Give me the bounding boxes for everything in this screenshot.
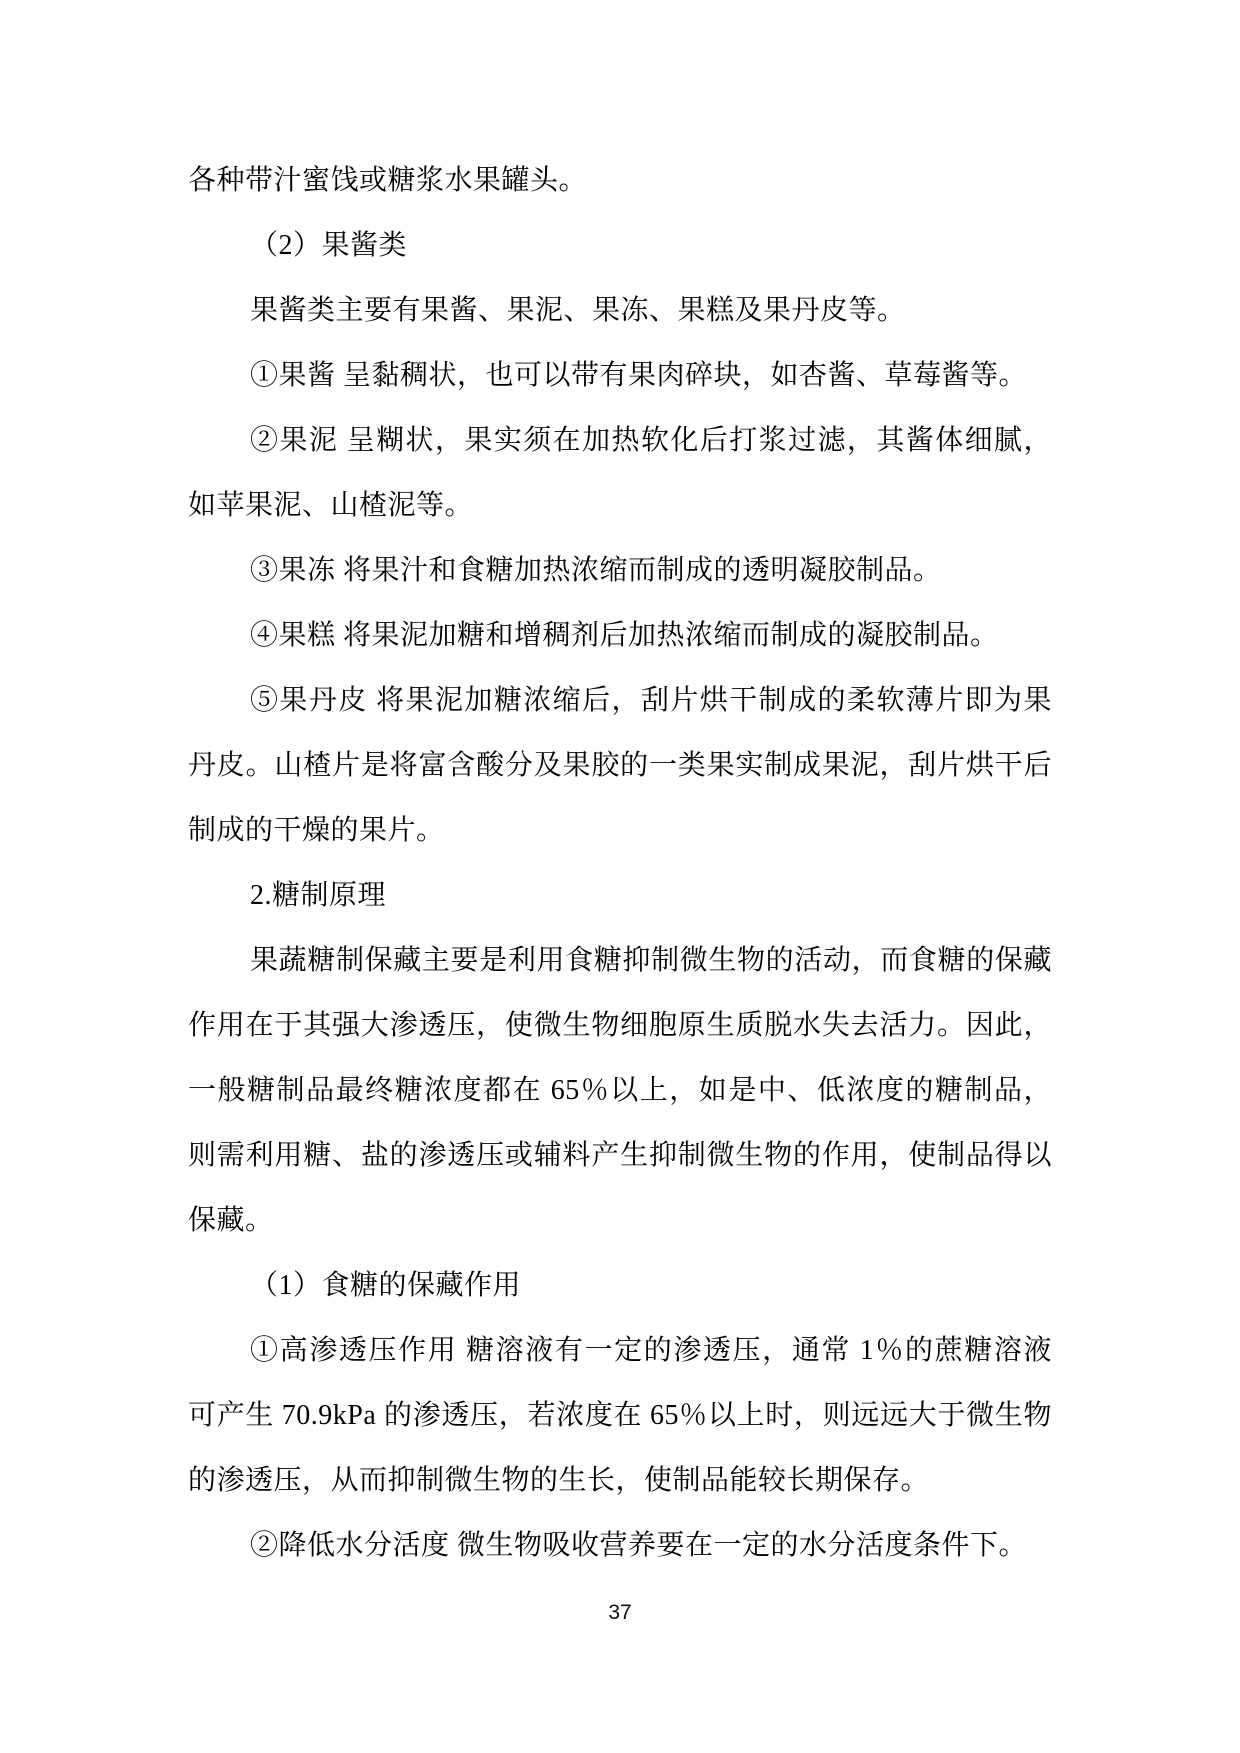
text-line: 果酱类主要有果酱、果泥、果冻、果糕及果丹皮等。 <box>250 295 906 326</box>
text-line: ①果酱 呈黏稠状，也可以带有果肉碎块，如杏酱、草莓酱等。 <box>250 360 1028 391</box>
text-line: 保藏。 <box>188 1205 274 1236</box>
text-line: （2）果酱类 <box>250 230 408 261</box>
text-line: 2.糖制原理 <box>250 880 387 911</box>
page-number: 37 <box>608 1601 632 1624</box>
text-line: 作用在于其强大渗透压，使微生物细胞原生质脱水失去活力。因此， <box>188 1010 1052 1041</box>
text-line: 则需利用糖、盐的渗透压或辅料产生抑制微生物的作用，使制品得以 <box>188 1140 1052 1171</box>
text-line: 果蔬糖制保藏主要是利用食糖抑制微生物的活动，而食糖的保藏 <box>250 945 1052 976</box>
text-line: 可产生 70.9kPa 的渗透压，若浓度在 65％以上时，则远远大于微生物 <box>188 1400 1052 1431</box>
text-line: ②果泥 呈糊状，果实须在加热软化后打浆过滤，其酱体细腻， <box>250 425 1052 456</box>
text-line: 如苹果泥、山楂泥等。 <box>188 490 474 521</box>
text-line: 一般糖制品最终糖浓度都在 65％以上，如是中、低浓度的糖制品， <box>188 1075 1052 1106</box>
text-line: 各种带汁蜜饯或糖浆水果罐头。 <box>188 165 588 196</box>
text-line: ⑤果丹皮 将果泥加糖浓缩后，刮片烘干制成的柔软薄片即为果 <box>250 685 1052 716</box>
text-line: ③果冻 将果汁和食糖加热浓缩而制成的透明凝胶制品。 <box>250 555 942 586</box>
text-line: 制成的干燥的果片。 <box>188 815 445 846</box>
text-line: ①高渗透压作用 糖溶液有一定的渗透压，通常 1％的蔗糖溶液 <box>250 1335 1052 1366</box>
text-line: 的渗透压，从而抑制微生物的生长，使制品能较长期保存。 <box>188 1465 930 1496</box>
text-line: ④果糕 将果泥加糖和增稠剂后加热浓缩而制成的凝胶制品。 <box>250 620 999 651</box>
text-line: 丹皮。山楂片是将富含酸分及果胶的一类果实制成果泥，刮片烘干后 <box>188 750 1052 781</box>
document-body <box>188 148 1052 1578</box>
text-line: （1）食糖的保藏作用 <box>250 1270 522 1301</box>
text-line: ②降低水分活度 微生物吸收营养要在一定的水分活度条件下。 <box>250 1530 1028 1561</box>
